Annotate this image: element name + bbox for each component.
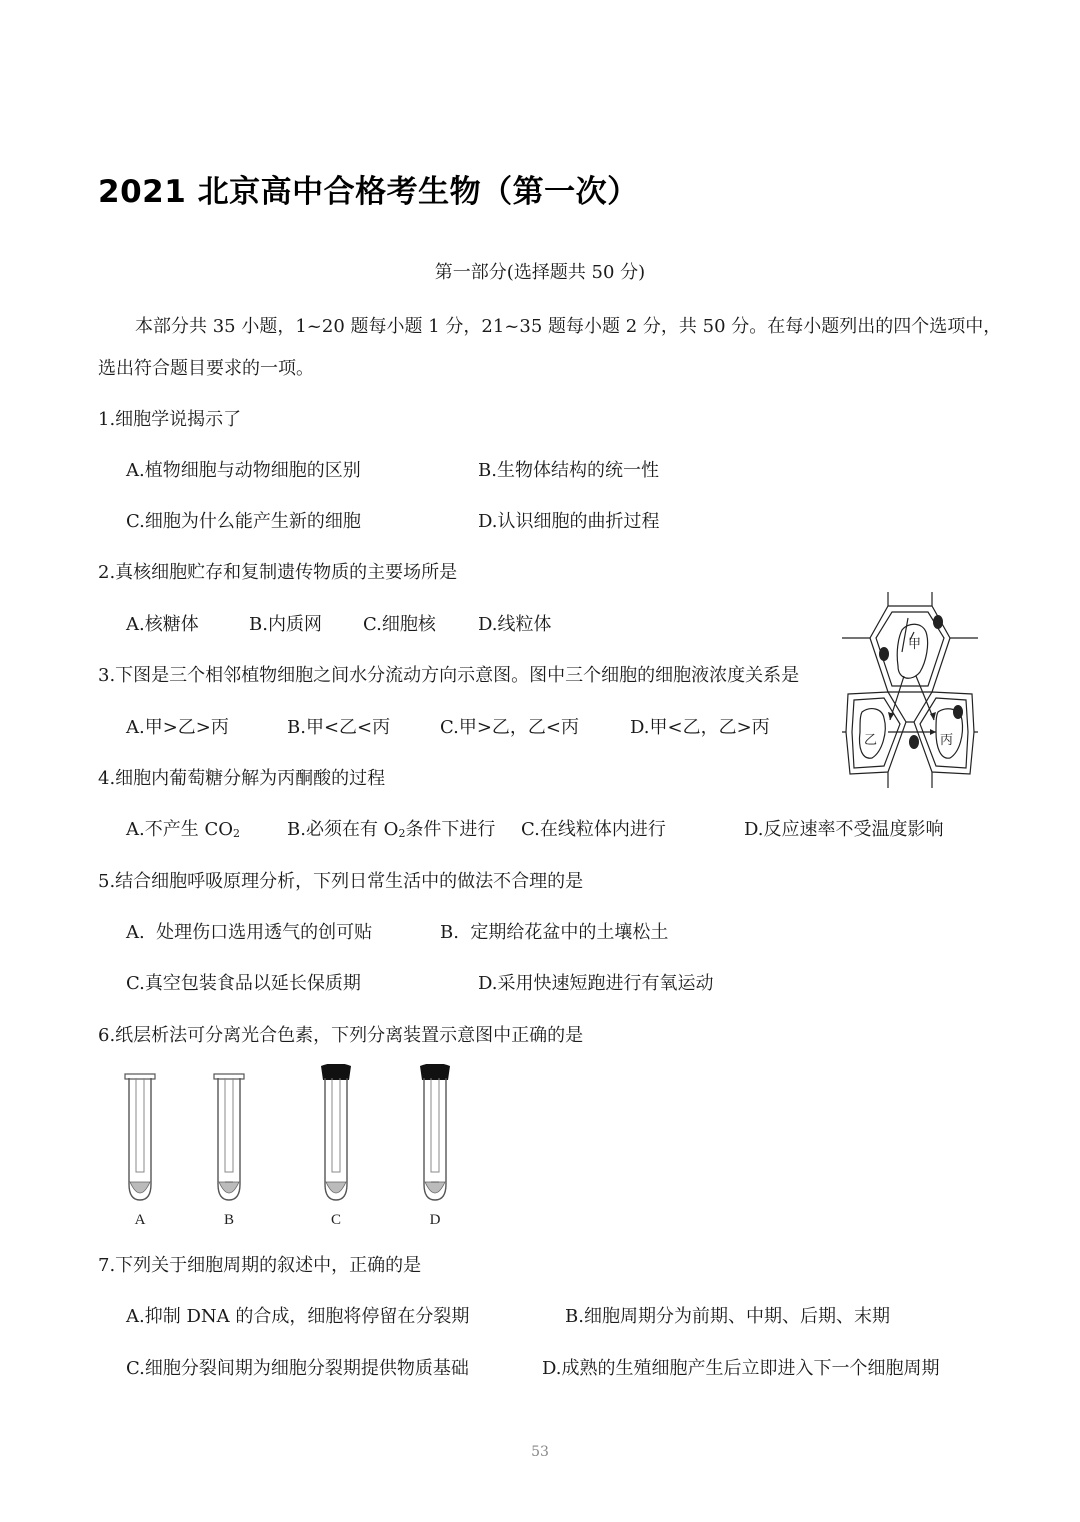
- question-3-option-b[interactable]: B.甲<乙<丙: [287, 717, 391, 738]
- question-4-stem: 4.细胞内葡萄糖分解为丙酮酸的过程: [98, 768, 386, 789]
- question-7-stem: 7.下列关于细胞周期的叙述中，正确的是: [98, 1255, 422, 1276]
- question-3-option-d[interactable]: D.甲<乙，乙>丙: [630, 717, 770, 738]
- chromatography-tubes: [118, 1064, 458, 1230]
- question-4-option-a-text: A.不产生 CO: [126, 819, 233, 840]
- question-2-option-d[interactable]: D.线粒体: [478, 614, 552, 635]
- question-5-option-d[interactable]: D.采用快速短跑进行有氧运动: [478, 973, 714, 994]
- instructions-line-2: 选出符合题目要求的一项。: [98, 358, 314, 379]
- co2-subscript: 2: [232, 827, 240, 840]
- question-1-option-c[interactable]: C.细胞为什么能产生新的细胞: [126, 511, 361, 532]
- question-7-option-b[interactable]: B.细胞周期分为前期、中期、后期、末期: [565, 1306, 890, 1327]
- question-5-option-c[interactable]: C.真空包装食品以延长保质期: [126, 973, 361, 994]
- cell-label-bing: 丙: [940, 732, 954, 747]
- question-4-option-b-text-2: 条件下进行: [405, 819, 496, 840]
- page-number: 53: [531, 1444, 549, 1460]
- tube-b: [214, 1074, 244, 1200]
- question-2-option-c[interactable]: C.细胞核: [363, 614, 436, 635]
- plant-cells-diagram: [842, 592, 978, 788]
- section-title: 第一部分(选择题共 50 分): [434, 262, 646, 283]
- question-7-option-a[interactable]: A.抑制 DNA 的合成，细胞将停留在分裂期: [126, 1306, 470, 1327]
- question-6-stem: 6.纸层析法可分离光合色素，下列分离装置示意图中正确的是: [98, 1025, 584, 1046]
- tube-label-c: C: [330, 1212, 342, 1228]
- question-2-option-b[interactable]: B.内质网: [249, 614, 322, 635]
- tube-d: [420, 1064, 450, 1200]
- tube-c: [321, 1064, 351, 1200]
- cell-label-jia: 甲: [908, 636, 922, 651]
- tube-label-b: B: [223, 1212, 235, 1228]
- question-3-option-a[interactable]: A.甲>乙>丙: [126, 717, 229, 738]
- question-7-option-c[interactable]: C.细胞分裂间期为细胞分裂期提供物质基础: [126, 1358, 469, 1379]
- tube-label-a: A: [134, 1212, 146, 1228]
- question-3-option-c[interactable]: C.甲>乙，乙<丙: [440, 717, 580, 738]
- question-1-option-b[interactable]: B.生物体结构的统一性: [478, 460, 659, 481]
- question-2-option-a[interactable]: A.核糖体: [126, 614, 199, 635]
- question-4-option-c[interactable]: C.在线粒体内进行: [521, 819, 666, 840]
- question-4-option-b[interactable]: [287, 815, 495, 841]
- cell-label-yi: 乙: [864, 732, 878, 747]
- question-4-option-a[interactable]: [126, 815, 240, 841]
- instructions-line-1: 本部分共 35 小题，1~20 题每小题 1 分，21~35 题每小题 2 分，共 50 分。在每小题列出的四个选项中，: [135, 316, 1002, 337]
- question-1-option-d[interactable]: D.认识细胞的曲折过程: [478, 511, 660, 532]
- tube-label-d: D: [429, 1212, 441, 1228]
- question-1-option-a[interactable]: A.植物细胞与动物细胞的区别: [126, 460, 361, 481]
- question-1-stem: 1.细胞学说揭示了: [98, 409, 242, 430]
- question-3-stem: 3.下图是三个相邻植物细胞之间水分流动方向示意图。图中三个细胞的细胞液浓度关系是: [98, 665, 800, 686]
- question-2-stem: 2.真核细胞贮存和复制遗传物质的主要场所是: [98, 562, 458, 583]
- question-4-option-d[interactable]: D.反应速率不受温度影响: [744, 819, 944, 840]
- o2-subscript: 2: [398, 827, 406, 840]
- question-5-stem: 5.结合细胞呼吸原理分析，下列日常生活中的做法不合理的是: [98, 871, 584, 892]
- question-4-option-b-text: B.必须在有 O: [287, 819, 399, 840]
- question-5-option-a[interactable]: A. 处理伤口选用透气的创可贴: [126, 922, 373, 943]
- page-title: 2021 北京高中合格考生物（第一次）: [98, 174, 639, 210]
- tube-a: [125, 1074, 155, 1200]
- question-5-option-b[interactable]: B. 定期给花盆中的土壤松土: [440, 922, 669, 943]
- question-7-option-d[interactable]: D.成熟的生殖细胞产生后立即进入下一个细胞周期: [542, 1358, 940, 1379]
